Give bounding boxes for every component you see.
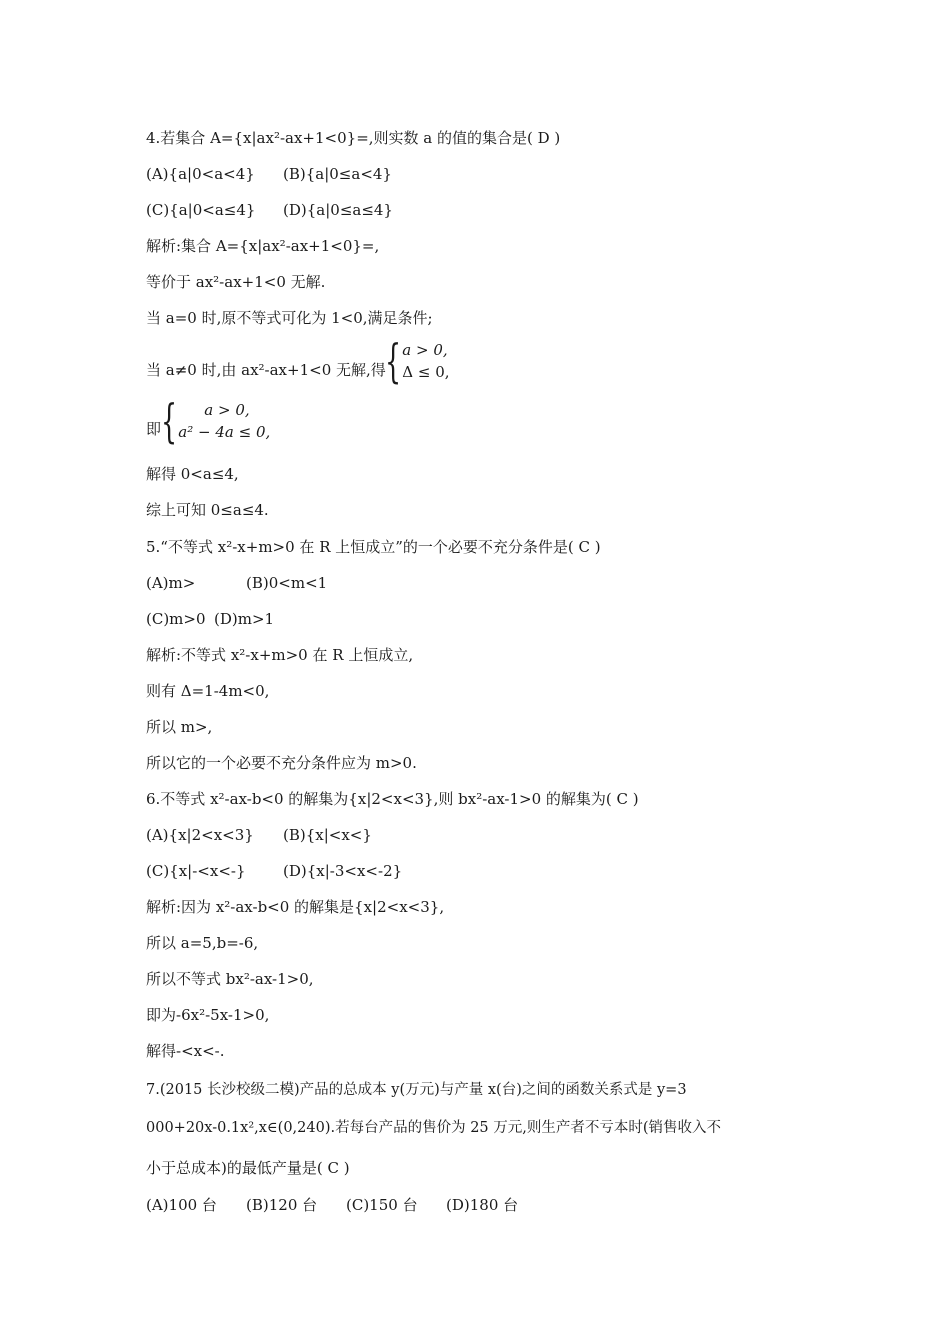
q4-options-row-2: [146, 200, 393, 220]
q5-solution-line-1: 解析:不等式 x²-x+m>0 在 R 上恒成立,: [146, 646, 414, 664]
q6-options-row-1: [146, 825, 372, 845]
q6-solution-line-4: 即为-6x²-5x-1>0,: [146, 1006, 270, 1024]
q5-option-c: (C)m>0: [146, 610, 206, 628]
q4-solution-line-7: 综上可知 0≤a≤4.: [146, 501, 269, 519]
q4-solution-line-4: 当 a≠0 时,由 ax²-ax+1<0 无解,得: [146, 361, 386, 379]
left-brace-icon: {: [161, 394, 178, 448]
left-brace-icon: {: [385, 334, 402, 388]
q4-option-a: (A){a|0<a<4}: [146, 165, 255, 183]
q5-solution-line-2: 则有 Δ=1-4m<0,: [146, 682, 270, 700]
q6-options-row-2: [146, 861, 402, 881]
q5-solution-line-3: 所以 m>,: [146, 718, 213, 736]
q4-system-2-line-1: a > 0,: [204, 401, 250, 419]
q6-stem: 6.不等式 x²-ax-b<0 的解集为{x|2<x<3},则 bx²-ax-1>0 的解集为( C ): [146, 790, 639, 808]
q4-system-2-line-2: a² − 4a ≤ 0,: [178, 423, 271, 441]
q6-option-c: (C){x|-<x<-}: [146, 862, 246, 880]
q5-option-d: (D)m>1: [214, 610, 275, 628]
q5-stem: 5.“不等式 x²-x+m>0 在 R 上恒成立”的一个必要不充分条件是( C ): [146, 538, 601, 556]
q7-option-c: (C)150 台: [346, 1196, 418, 1214]
q5-options-row-2: [146, 609, 274, 629]
q4-option-c: (C){a|0<a≤4}: [146, 201, 256, 219]
q4-options-row-1: [146, 164, 392, 184]
q5-solution-line-4: 所以它的一个必要不充分条件应为 m>0.: [146, 754, 417, 772]
q7-option-d: (D)180 台: [446, 1196, 519, 1214]
q4-stem: 4.若集合 A={x|ax²-ax+1<0}=,则实数 a 的值的集合是( D ): [146, 129, 561, 147]
q4-system-1: [385, 334, 450, 388]
q6-solution-line-2: 所以 a=5,b=-6,: [146, 934, 259, 952]
q4-solution-line-1: 解析:集合 A={x|ax²-ax+1<0}=,: [146, 237, 380, 255]
q4-system-1-line-1: a > 0,: [402, 341, 448, 359]
q7-stem-line-2: 000+20x-0.1x²,x∈(0,240).若每台产品的售价为 25 万元,则生产者不亏本时(销售收入不: [146, 1120, 722, 1136]
q7-option-a: (A)100 台: [146, 1196, 217, 1214]
q6-option-b: (B){x|<x<}: [283, 826, 372, 844]
q4-solution-line-2: 等价于 ax²-ax+1<0 无解.: [146, 273, 326, 291]
q7-stem-line-3: 小于总成本)的最低产量是( C ): [146, 1159, 350, 1177]
q6-option-d: (D){x|-3<x<-2}: [283, 862, 403, 880]
q4-option-b: (B){a|0≤a<4}: [283, 165, 392, 183]
q4-system-2: [146, 394, 271, 448]
q6-solution-line-3: 所以不等式 bx²-ax-1>0,: [146, 970, 314, 988]
q4-solution-line-5: 即: [146, 419, 162, 438]
q5-options-row-1: [146, 573, 327, 593]
q4-option-d: (D){a|0≤a≤4}: [283, 201, 393, 219]
q7-option-b: (B)120 台: [246, 1196, 318, 1214]
q4-solution-line-6: 解得 0<a≤4,: [146, 465, 239, 483]
q6-solution-line-1: 解析:因为 x²-ax-b<0 的解集是{x|2<x<3},: [146, 898, 445, 916]
q7-stem-line-1: 7.(2015 长沙校级二模)产品的总成本 y(万元)与产量 x(台)之间的函数关系式是 y=3: [146, 1082, 687, 1098]
q6-option-a: (A){x|2<x<3}: [146, 826, 254, 844]
q4-system-1-line-2: Δ ≤ 0,: [402, 363, 450, 381]
q5-option-a: (A)m>: [146, 574, 196, 592]
q5-option-b: (B)0<m<1: [246, 574, 328, 592]
q4-solution-line-3: 当 a=0 时,原不等式可化为 1<0,满足条件;: [146, 309, 433, 327]
q6-solution-line-5: 解得-<x<-.: [146, 1042, 225, 1060]
q7-options-row: [146, 1195, 518, 1215]
